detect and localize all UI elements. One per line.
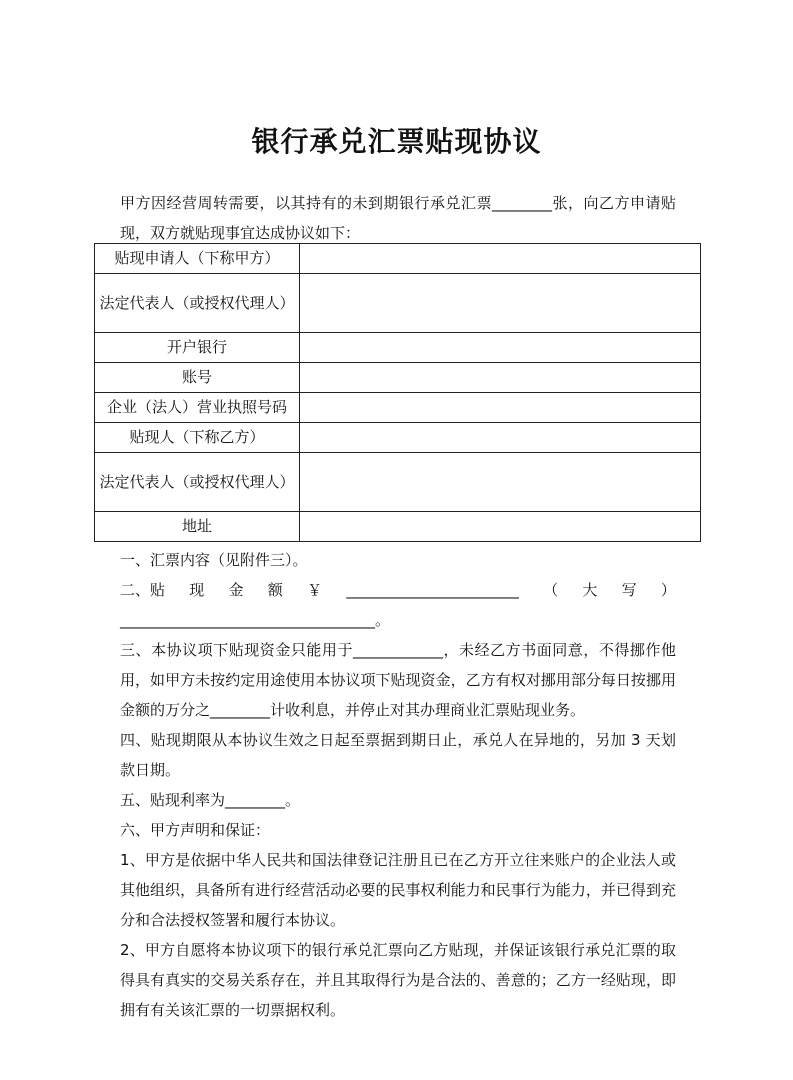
table-value [300,453,701,512]
table-value [300,512,701,542]
table-row [95,512,701,542]
clause-5: 五、贴现利率为________。 [120,791,301,809]
clause-2-part: ￥ [307,581,323,599]
clause-6-1: 1、甲方是依据中华人民共和国法律登记注册且已在乙方开立往来账户的企业法人或其他组织，具备所有进行经营活动必要的民事权利能力和民事行为能力，并已得到充分和合法授权签署和履行本协议。 [120,851,676,929]
table-row [95,333,701,363]
table-row [95,244,701,274]
table-row [95,363,701,393]
clause-6: 六、甲方声明和保证： [120,821,271,839]
table-value [300,363,701,393]
intro-paragraph: 甲方因经营周转需要，以其持有的未到期银行承兑汇票________张，向乙方申请贴现，双方就贴现事宜达成协议如下： [120,194,676,242]
document-title: 银行承兑汇票贴现协议 [251,125,542,158]
clause-4: 四、贴现期限从本协议生效之日起至票据到期日止，承兑人在异地的，另加 3 天划款日期。 [120,731,676,779]
amount-blank: _______________________ [346,581,519,599]
table-row [95,274,701,333]
clause-2-part: 大 [582,581,598,599]
table-row [95,453,701,512]
clause-2-line-1 [120,575,676,605]
table-label: 贴现申请人（下称甲方） [95,244,300,274]
party-info-table [94,243,701,542]
table-value [300,423,701,453]
table-label: 法定代表人（或授权代理人） [95,274,300,333]
clause-6-2: 2、甲方自愿将本协议项下的银行承兑汇票向乙方贴现，并保证该银行承兑汇票的取得具有真实的交易关系存在，并且其取得行为是合法的、善意的；乙方一经贴现，即拥有有关该汇票的一切票据权利。 [120,941,676,1019]
table-label: 法定代表人（或授权代理人） [95,453,300,512]
clause-3: 三、本协议项下贴现资金只能用于____________，未经乙方书面同意，不得挪作他用，如甲方未按约定用途使用本协议项下贴现资金，乙方有权对挪用部分每日按挪用金额的万分之________计收利息，并停止对其办理商业汇票贴现业务。 [120,641,676,719]
clause-2-part: 金 [228,581,244,599]
clauses-section [120,545,676,1025]
table-label: 开户银行 [95,333,300,363]
clause-1: 一、汇票内容（见附件三）。 [120,551,308,569]
table-value [300,274,701,333]
table-row [95,423,701,453]
table-value [300,393,701,423]
table-row [95,393,701,423]
clause-2-part: ） [660,581,676,599]
table-label: 账号 [95,363,300,393]
table-value [300,244,701,274]
table-value [300,333,701,363]
clause-2-part: 额 [267,581,283,599]
table-label: 企业（法人）营业执照号码 [95,393,300,423]
table-label: 贴现人（下称乙方） [95,423,300,453]
clause-2-part: 二、贴 [120,581,166,599]
clause-2-line-2: __________________________________。 [120,611,391,629]
clause-2-part: 写 [621,581,637,599]
clause-2-part: 现 [189,581,205,599]
clause-2-part: （ [543,581,559,599]
table-label: 地址 [95,512,300,542]
